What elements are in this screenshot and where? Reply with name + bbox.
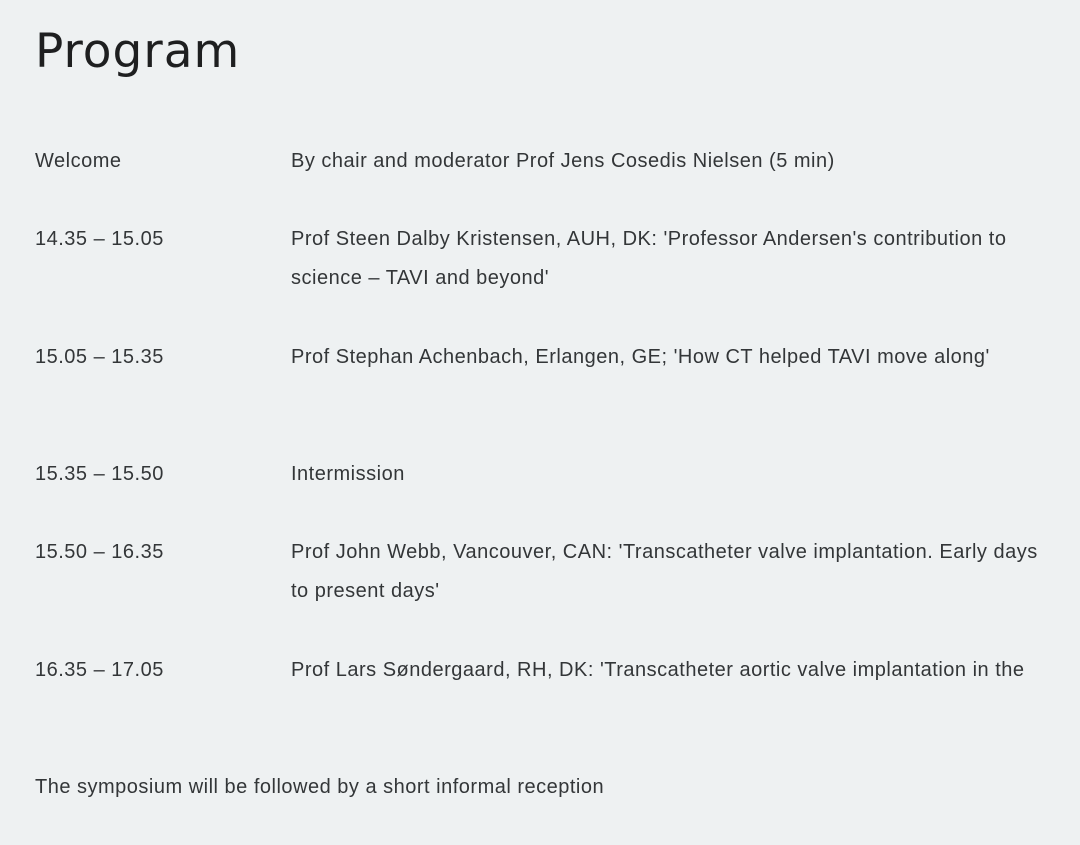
program-time: 15.50 – 16.35 — [35, 541, 164, 563]
program-time: 15.35 – 15.50 — [35, 463, 164, 485]
program-description: Intermission — [291, 463, 405, 485]
program-time: 15.05 – 15.35 — [35, 346, 164, 368]
program-description: Prof Steen Dalby Kristensen, AUH, DK: 'Professor Andersen's contribution to science – TAVI and beyond' — [291, 228, 1007, 289]
program-description: Prof John Webb, Vancouver, CAN: 'Transcatheter valve implantation. Early days to present days' — [291, 541, 1038, 602]
page-title: Program — [35, 24, 241, 79]
program-time: 16.35 – 17.05 — [35, 659, 164, 681]
program-description: Prof Stephan Achenbach, Erlangen, GE; 'How CT helped TAVI move along' — [291, 346, 990, 368]
program-description: Prof Lars Søndergaard, RH, DK: 'Transcatheter aortic valve implantation in the — [291, 659, 1025, 681]
program-time: Welcome — [35, 150, 122, 172]
program-time: 14.35 – 15.05 — [35, 228, 164, 250]
program-description: By chair and moderator Prof Jens Cosedis Nielsen (5 min) — [291, 150, 835, 172]
reception-note: The symposium will be followed by a short informal reception — [35, 776, 605, 798]
